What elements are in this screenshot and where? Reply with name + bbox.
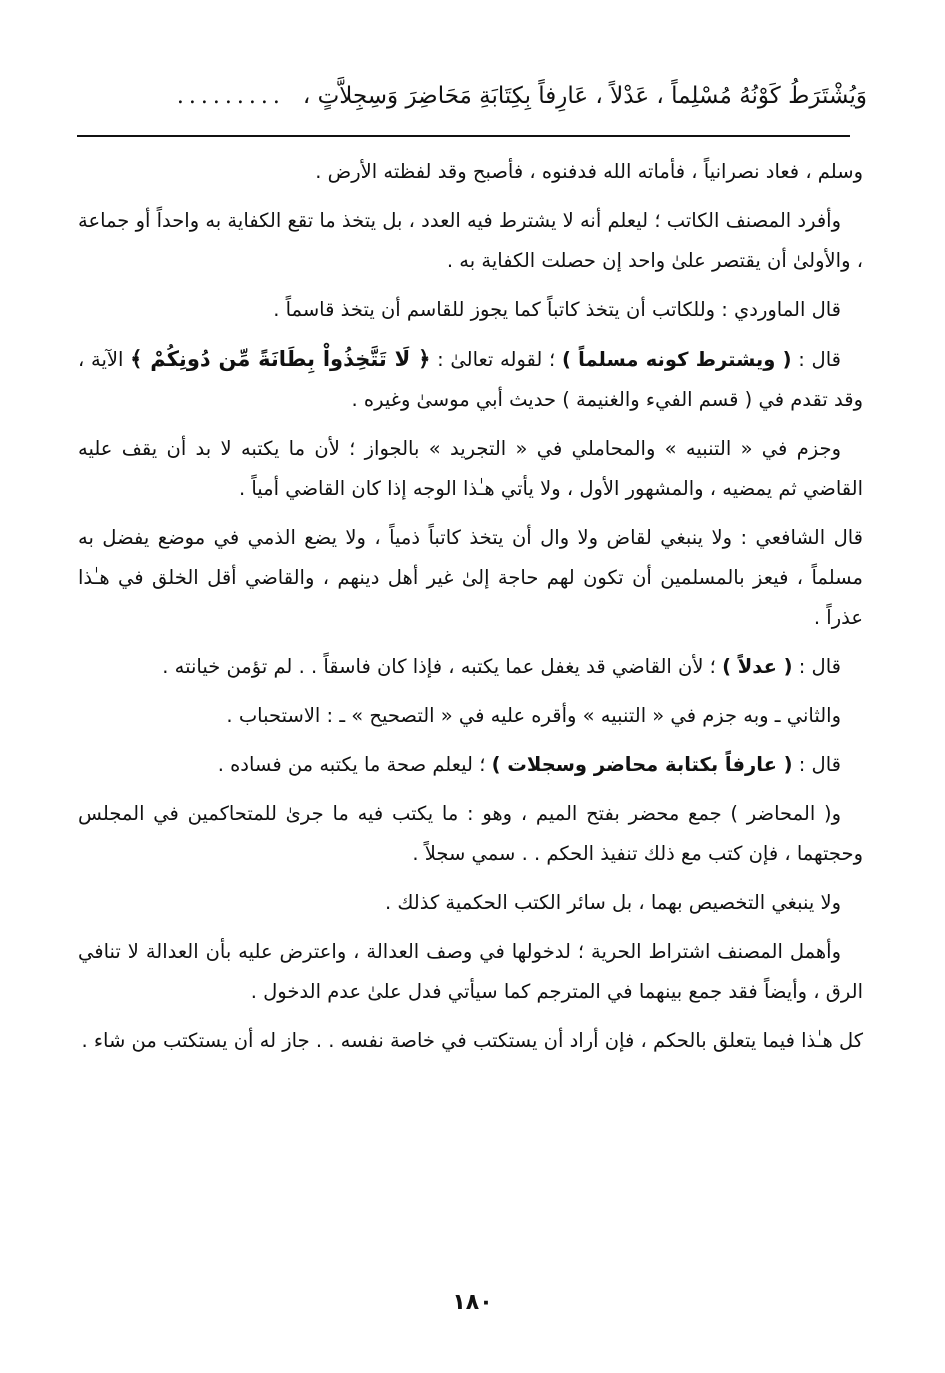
matn-quote: ( عارفاً بكتابة محاضر وسجلات ) (491, 753, 793, 776)
paragraph-text: وسلم ، فعاد نصرانياً ، فأماته الله فدفنوه ، فأصبح وقد لفظته الأرض . (315, 160, 863, 183)
paragraph-text: كل هـٰذا فيما يتعلق بالحكم ، فإن أراد أن يستكتب في خاصة نفسه . . جاز له أن يستكتب من شاء . (81, 1029, 863, 1052)
quran-verse: ﴿ لَا تَتَّخِذُواْ بِطَانَةً مِّن دُونِكُمْ ﴾ (130, 347, 431, 371)
commentary-paragraph (78, 429, 863, 509)
paragraph-text: والثاني ـ وبه جزم في « التنبيه » وأقره عليه في « التصحيح » ـ : الاستحباب . (226, 704, 841, 727)
commentary-paragraph (78, 339, 863, 420)
paragraph-text: قال الشافعي : ولا ينبغي لقاض ولا وال أن يتخذ كاتباً ذمياً ، ولا يضع الذمي في موضع يفضل به مسلماً ، فيعز بالمسلمين أن تكون لهم حاجة إلىٰ غير أهل دينهم ، والقاضي أقل الخلق في هـٰذا عذراً . (78, 526, 863, 629)
paragraph-text: وأفرد المصنف الكاتب ؛ ليعلم أنه لا يشترط فيه العدد ، بل يتخذ ما تقع الكفاية به واحداً أو جماعة ، والأولىٰ أن يقتصر علىٰ واحد إن حصلت الكفاية به . (78, 209, 863, 272)
paragraph-text: وأهمل المصنف اشتراط الحرية ؛ لدخولها في وصف العدالة ، واعترض عليه بأن العدالة لا تنافي الرق ، وأيضاً فقد جمع بينهما في المترجم كما سيأتي فدل علىٰ عدم الدخول . (78, 940, 863, 1003)
paragraph-text: ؛ لقوله تعالىٰ : (430, 348, 562, 371)
matn-quote: ( عدلاً ) (722, 655, 793, 678)
commentary-paragraph (78, 696, 863, 736)
commentary-paragraph (78, 201, 863, 281)
commentary-paragraph (78, 1021, 863, 1061)
matn-text: وَيُشْتَرَطُ كَوْنُهُ مُسْلِماً ، عَدْلاً ، عَارِفاً بِكِتَابَةِ مَحَاضِرَ وَسِجِلاَّتٍ ، (302, 83, 867, 109)
page-number: ١٨٠ (452, 1290, 493, 1315)
paragraph-text: و( المحاضر ) جمع محضر بفتح الميم ، وهو : ما يكتب فيه ما جرىٰ للمتحاكمين في المجلس وحجتهما ، فإن كتب مع ذلك تنفيذ الحكم . . سمي سجلاً . (78, 802, 863, 865)
commentary-paragraph (78, 745, 863, 785)
paragraph-text: ؛ ليعلم صحة ما يكتبه من فساده . (217, 753, 492, 776)
matn-quote: ( ويشترط كونه مسلماً ) (561, 348, 792, 371)
paragraph-text: قال الماوردي : وللكاتب أن يتخذ كاتباً كما يجوز للقاسم أن يتخذ قاسماً . (273, 298, 841, 321)
commentary-paragraph (78, 290, 863, 330)
header-divider (77, 135, 850, 137)
commentary-paragraph (78, 518, 863, 638)
commentary-paragraph (78, 152, 863, 192)
commentary-body (78, 152, 863, 1070)
paragraph-text: قال : (792, 655, 841, 678)
paragraph-text: وجزم في « التنبيه » والمحاملي في « التجريد » بالجواز ؛ لأن ما يكتبه لا بد أن يقف عليه القاضي ثم يمضيه ، والمشهور الأول ، ولا يأتي هـٰذا الوجه إذا كان القاضي أمياً . (78, 437, 863, 500)
continuation-dots: ......... (176, 83, 285, 109)
commentary-paragraph (78, 883, 863, 923)
paragraph-text: ولا ينبغي التخصيص بهما ، بل سائر الكتب الحكمية كذلك . (384, 891, 841, 914)
paragraph-text: ؛ لأن القاضي قد يغفل عما يكتبه ، فإذا كان فاسقاً . . لم تؤمن خيانته . (162, 655, 723, 678)
paragraph-text: قال : (791, 348, 841, 371)
matn-header (72, 70, 867, 122)
paragraph-text: قال : (792, 753, 841, 776)
commentary-paragraph (78, 932, 863, 1012)
paragraph-text: الآية ، وقد تقدم في ( قسم الفيء والغنيمة ) حديث أبي موسىٰ وغيره . (78, 348, 863, 411)
commentary-paragraph (78, 647, 863, 687)
commentary-paragraph (78, 794, 863, 874)
